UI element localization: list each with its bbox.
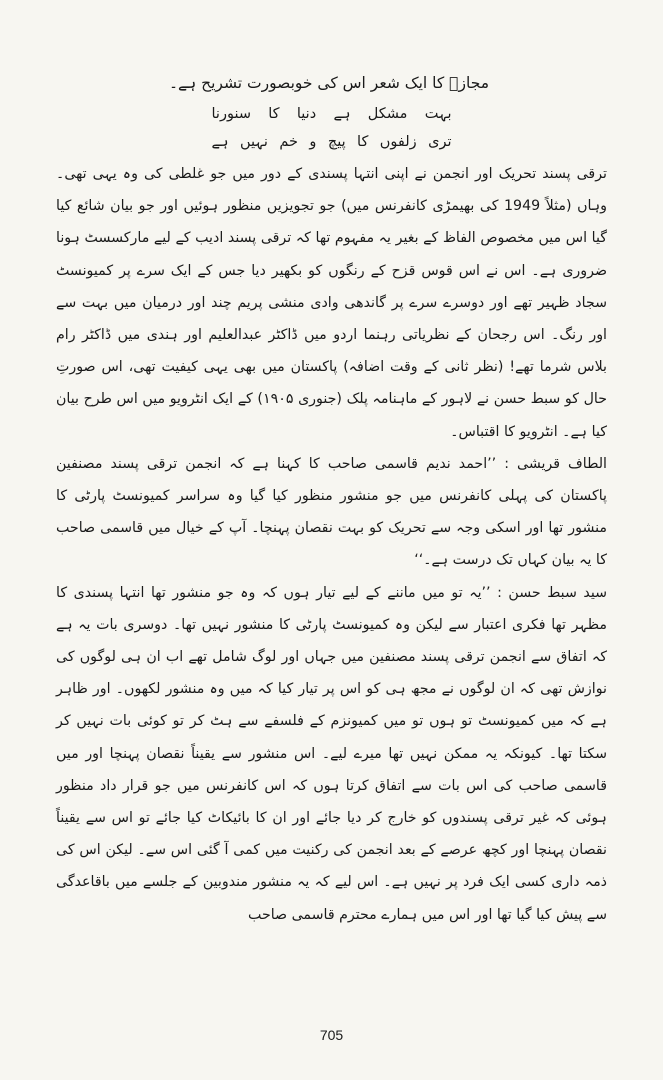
verse-word: ہے bbox=[211, 134, 229, 150]
poem-verse bbox=[212, 100, 452, 156]
page-number: 705 bbox=[319, 1027, 344, 1043]
verse-word: زلفوں bbox=[379, 134, 417, 150]
speaker-name: سید سبط حسن : bbox=[497, 584, 607, 601]
verse-word: کا bbox=[268, 106, 280, 122]
verse-word: ہے bbox=[333, 106, 351, 122]
verse-word: و bbox=[309, 134, 317, 150]
verse-word: کا bbox=[357, 134, 369, 150]
speaker-name: الطاف قریشی : bbox=[504, 455, 607, 472]
paragraph-intro: ترقی پسند تحریک اور انجمن نے اپنی انتہا پسندی کے دور میں جو غلطی کی وہ یہی تھی۔ وہاں (مثلاً 1949 کی بھیمڑی کانفرنس میں) جو تجویزیں منظور ہوئیں اور جو بیان شائع کیا گیا اس میں مخصوص الفاظ کے بغیر یہ مفہوم تھا کہ ترقی پسند ادیب کے لیے مارکسسٹ ہونا ضروری ہے۔ اس نے اس قوس قزح کے رنگوں کو بکھیر دیا جس کے ایک سرے پر کمیونسٹ سجاد ظہیر تھے اور دوسرے سرے پر گاندھی وادی منشی پریم چند اور درمیان میں بہت سے اور رنگ۔ اس رجحان کے نظریاتی رہنما اردو میں ڈاکٹر عبدالعلیم اور ہندی میں ڈاکٹر رام بلاس شرما تھے! (نظر ثانی کے وقت اضافہ) پاکستان میں بھی یہی کیفیت تھی، اس صورتِ حال کو سبط حسن نے لاہور کے ماہنامہ پلک (جنوری ۱۹۰۵) کے ایک انٹرویو میں اس طرح بیان کیا ہے۔ انٹرویو کا اقتباس۔ bbox=[56, 166, 607, 440]
verse-word: دنیا bbox=[296, 106, 317, 122]
verse-word: نہیں bbox=[239, 134, 268, 150]
question-text: ’’احمد ندیم قاسمی صاحب کا کہنا ہے کہ انجمن ترقی پسند مصنفین پاکستان کی پہلی کانفرنس میں جو منشور منظور کیا گیا وہ سراسر کمیونسٹ پارٹی کا منشور تھا اور اسکی وجہ سے تحریک کو بہت نقصان پہنچا۔ آپ کے خیال میں قاسمی صاحب کا یہ بیان کہاں تک درست ہے۔‘‘ bbox=[56, 455, 607, 569]
verse-word: مشکل bbox=[367, 106, 408, 122]
paragraph-answer bbox=[56, 577, 607, 931]
answer-text: ’’یہ تو میں ماننے کے لیے تیار ہوں کہ وہ جو منشور تھا انتہا پسندی کا مظہر تھا فکری اعتبار سے لیکن وہ کمیونسٹ پارٹی کا منشور نہیں تھا۔ دوسری بات یہ ہے کہ اتفاق سے انجمن ترقی پسند مصنفین میں جہاں اور لوگ شامل تھے اب ان ہی لوگوں کی نوازش تھی کہ ان لوگوں نے مجھ ہی کو اس پر تیار کیا کہ میں وہ منشور لکھوں۔ اور ظاہر ہے کہ میں کمیونسٹ تو ہوں تو میں کمیونزم کے فلسفے سے ہٹ کر تو کوئی بات نہیں کر سکتا تھا۔ کیونکہ یہ ممکن نہیں تھا میرے لیے۔ اس منشور سے یقیناً نقصان پہنچا اور میں قاسمی صاحب کی اس بات سے اتفاق کرتا ہوں کہ اس کانفرنس میں جو قرار داد منظور ہوئی کہ غیر ترقی پسندوں کو خارج کر دیا جائے اور ان کا بائیکاٹ کیا جائے تو اس سے یقیناً نقصان پہنچا اور کچھ عرصے کے بعد انجمن کی رکنیت میں کمی آ گئی اس سے۔ لیکن اس کی ذمہ داری کسی ایک فرد پر نہیں ہے۔ اس لیے کہ یہ منشور مندوبین کے جلسے میں باقاعدگی سے پیش کیا گیا تھا اور اس میں ہمارے محترم قاسمی صاحب bbox=[56, 584, 607, 923]
body-text bbox=[56, 158, 607, 931]
verse-line-2 bbox=[212, 128, 452, 156]
verse-word: پیچ bbox=[327, 134, 346, 150]
paragraph-question bbox=[56, 448, 607, 577]
verse-word: بہت bbox=[424, 106, 452, 122]
verse-line-1 bbox=[212, 100, 452, 128]
verse-word: خم bbox=[279, 134, 298, 150]
verse-word: سنورنا bbox=[211, 106, 251, 122]
verse-word: تری bbox=[428, 134, 452, 150]
intro-line: مجازؔ کا ایک شعر اس کی خوبصورت تشریح ہے۔ bbox=[168, 74, 489, 92]
